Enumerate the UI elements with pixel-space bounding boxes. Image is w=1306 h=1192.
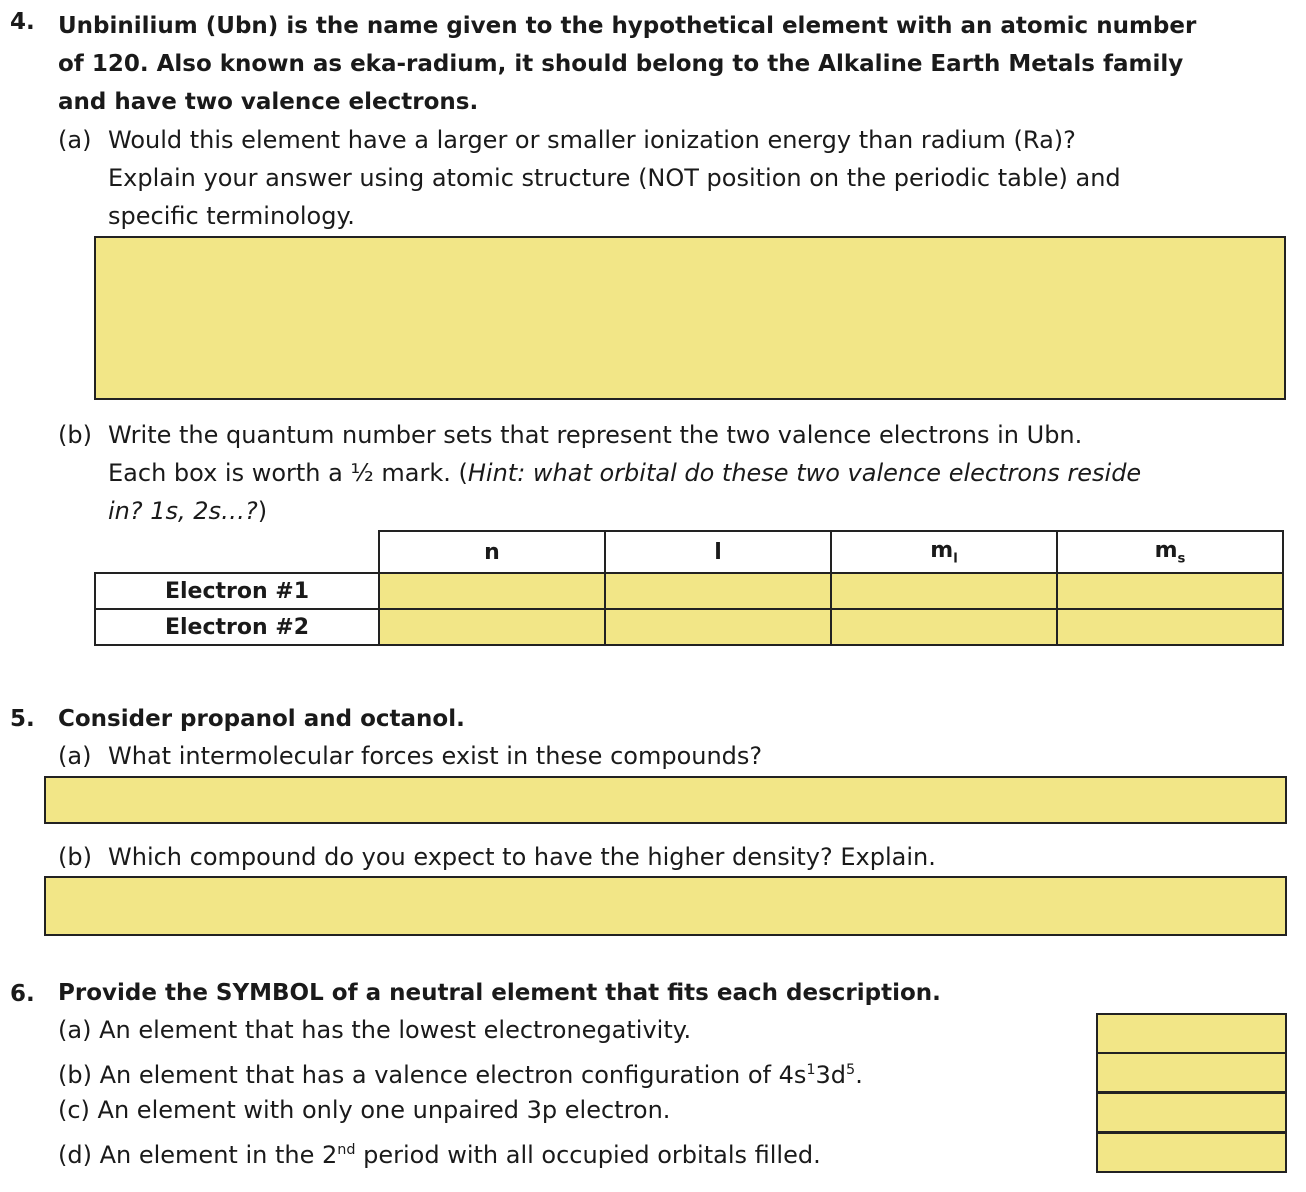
q6b-sup-1: 1 [806,1062,816,1078]
q4a-line1: Would this element have a larger or smaller ionization energy than radium (Ra)? [108,126,1076,154]
e2-ms-cell[interactable] [1057,609,1283,645]
q6a-answer-box[interactable] [1096,1013,1287,1054]
q4a-line3: specific terminology. [108,202,355,230]
q4-stem [58,7,1196,121]
q4a-label: (a) [58,126,92,154]
q4b-hint-italic: Hint: what orbital do these two valence electrons reside [467,459,1142,487]
table-corner [95,531,379,573]
q6d-answer-box[interactable] [1096,1132,1287,1173]
header-ms [1057,531,1283,573]
q4a-answer-box[interactable] [94,236,1286,400]
q5b-answer-box[interactable] [44,876,1287,936]
row-label-electron-1: Electron #1 [95,573,379,609]
q5-number: 5. [10,706,35,732]
header-ml-base: m [930,537,954,563]
q5a-answer-box[interactable] [44,776,1287,824]
q5b-prompt: Which compound do you expect to have the higher density? Explain. [108,843,936,871]
header-ml-sub: l [953,551,958,567]
q4b-line3 [108,492,1141,530]
q4-number: 4. [10,9,35,35]
header-n: n [379,531,605,573]
q6c-answer-box[interactable] [1096,1092,1287,1133]
q4b-line3-plain: ) [257,497,268,525]
table-row [95,609,1283,645]
q6b-answer-box[interactable] [1096,1052,1287,1093]
q5-stem: Consider propanol and octanol. [58,706,465,732]
header-ml [831,531,1057,573]
q4b-label: (b) [58,421,92,449]
q6b-sup-2: 5 [846,1062,856,1078]
q5b-label: (b) [58,843,92,871]
q6-number: 6. [10,981,35,1007]
q4b-hint-italic-2: in? 1s, 2s…? [108,497,258,525]
e2-l-cell[interactable] [605,609,831,645]
q6d-text-end: period with all occupied orbitals filled. [355,1141,821,1169]
e1-n-cell[interactable] [379,573,605,609]
q4a-line2: Explain your answer using atomic structure (NOT position on the periodic table) and [108,164,1121,192]
q6d-prompt [58,1131,821,1174]
q6a-prompt: (a) An element that has the lowest electronegativity. [58,1016,692,1044]
q6b-period: . [855,1061,863,1089]
header-ms-base: m [1154,537,1178,563]
q4b-prompt [108,416,1141,530]
e2-ml-cell[interactable] [831,609,1057,645]
q6d-text: (d) An element in the 2 [58,1141,338,1169]
q6b-prompt [58,1051,863,1094]
e1-ml-cell[interactable] [831,573,1057,609]
e1-l-cell[interactable] [605,573,831,609]
header-ms-sub: s [1177,551,1186,567]
row-label-electron-2: Electron #2 [95,609,379,645]
q6d-sup: nd [337,1142,356,1158]
header-l: l [605,531,831,573]
q4a-prompt [108,121,1121,235]
q5a-label: (a) [58,742,92,770]
quantum-number-table [94,530,1284,646]
q5a-prompt: What intermolecular forces exist in these compounds? [108,742,763,770]
table-row [95,573,1283,609]
q6b-text: (b) An element that has a valence electron configuration of 4s [58,1061,807,1089]
q4-stem-line1: Unbinilium (Ubn) is the name given to the hypothetical element with an atomic number [58,13,1197,39]
q6-stem: Provide the SYMBOL of a neutral element that fits each description. [58,980,941,1006]
q4b-line2-plain: Each box is worth a ½ mark. ( [108,459,468,487]
q6c-prompt: (c) An element with only one unpaired 3p electron. [58,1096,671,1124]
q4-stem-line3: and have two valence electrons. [58,89,479,115]
q4b-line1: Write the quantum number sets that represent the two valence electrons in Ubn. [108,421,1083,449]
table-header-row [95,531,1283,573]
q4b-line2 [108,454,1141,492]
q6b-mid: 3d [815,1061,847,1089]
q4-stem-line2: of 120. Also known as eka-radium, it should belong to the Alkaline Earth Metals family [58,51,1184,77]
e2-n-cell[interactable] [379,609,605,645]
e1-ms-cell[interactable] [1057,573,1283,609]
